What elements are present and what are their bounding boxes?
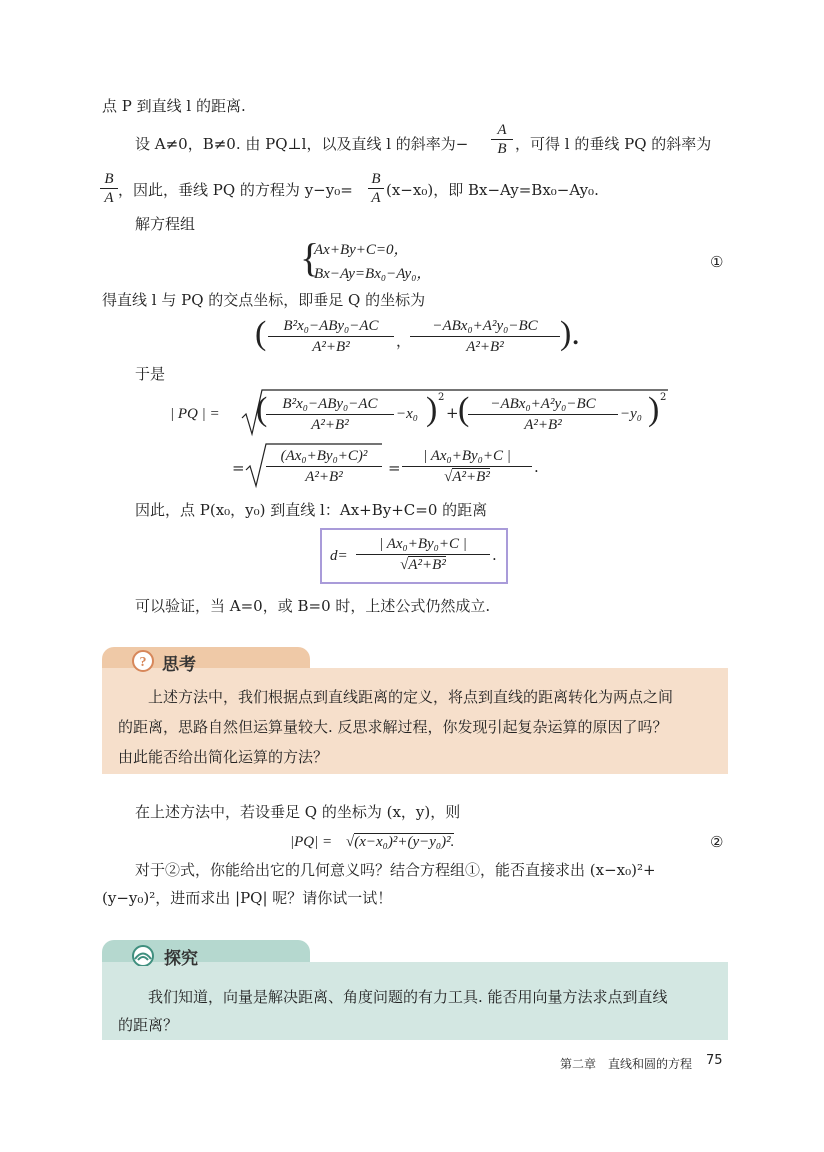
fraction-numerator: −ABx₀+A²y₀−BC — [410, 316, 560, 337]
fraction — [410, 316, 560, 357]
right-paren: ). — [560, 315, 580, 352]
fraction — [266, 446, 382, 487]
brace: { — [300, 235, 320, 280]
radical-glyph: √ — [346, 834, 355, 850]
right-paren: ) — [648, 391, 660, 428]
fraction-numerator: (Ax₀+By₀+C)² — [266, 446, 382, 467]
text-line: ，因此，垂线 PQ 的方程为 y−y₀= — [118, 181, 353, 199]
period: . — [534, 458, 539, 476]
fraction-numerator: −ABx₀+A²y₀−BC — [468, 394, 618, 415]
fraction-denominator: A — [371, 190, 381, 206]
fraction-numerator: A — [491, 121, 513, 140]
fraction-denominator — [402, 467, 532, 487]
fraction-denominator: A²+B² — [311, 417, 349, 433]
text-line: ，可得 l 的垂线 PQ 的斜率为 — [515, 135, 712, 153]
superscript: 2 — [660, 392, 667, 403]
text-line: (y−y₀)²，进而求出 |PQ| 呢？请你试一试！ — [102, 889, 393, 907]
explore-icon — [130, 944, 156, 966]
fraction — [491, 121, 513, 158]
radicand-value: (x−x₀)²+(y−y₀)². — [354, 834, 455, 850]
equals-sign: = — [388, 459, 401, 477]
fraction — [356, 534, 490, 575]
fraction — [368, 170, 384, 207]
think-title: 思考 — [162, 655, 196, 675]
fraction-denominator: A²+B² — [312, 339, 350, 355]
fraction — [100, 170, 118, 207]
fraction-denominator: A²+B² — [305, 469, 343, 485]
fraction-numerator: | Ax₀+By₀+C | — [356, 534, 490, 555]
text-line: 可以验证，当 A=0，或 B=0 时，上述公式仍然成立. — [135, 597, 491, 615]
text-line: (x−x₀)，即 Bx−Ay=Bx₀−Ay₀. — [386, 181, 599, 199]
equation-1: Ax+By+C=0， — [314, 242, 409, 258]
fraction-numerator: B — [100, 170, 118, 189]
pq-label: |PQ| = — [290, 834, 333, 850]
comma: ， — [396, 332, 412, 350]
equation-number: ② — [710, 833, 724, 851]
think-line: 由此能否给出简化运算的方法？ — [118, 748, 329, 766]
period: . — [492, 546, 497, 564]
fraction-denominator: A²+B² — [466, 339, 504, 355]
radical-glyph: √ — [400, 557, 409, 573]
explore-line: 的距离？ — [118, 1016, 179, 1034]
equation-2: Bx−Ay=Bx₀−Ay₀， — [314, 266, 432, 282]
footer-chapter: 第二章 直线和圆的方程 — [560, 1057, 693, 1071]
fraction-denominator: A — [104, 190, 114, 206]
text-line: 点 P 到直线 l 的距离. — [102, 97, 246, 115]
fraction-numerator: B²x₀−ABy₀−AC — [266, 394, 394, 415]
plus-sign: + — [446, 404, 459, 422]
fraction — [268, 316, 394, 357]
d-label: d= — [330, 548, 348, 564]
think-line: 上述方法中，我们根据点到直线距离的定义，将点到直线的距离转化为两点之间 — [148, 688, 674, 706]
term: −x₀ — [396, 406, 418, 422]
equation-number: ① — [710, 253, 724, 271]
radicand — [346, 832, 454, 852]
equals-sign: = — [232, 459, 245, 477]
text-line: 于是 — [135, 365, 166, 383]
fraction-numerator: B — [368, 170, 384, 189]
text-line: 解方程组 — [135, 215, 196, 233]
text-line: 在上述方法中，若设垂足 Q 的坐标为 (x，y)，则 — [135, 803, 461, 821]
fraction — [402, 446, 532, 487]
explore-line: 我们知道，向量是解决距离、角度问题的有力工具. 能否用向量方法求点到直线 — [148, 988, 668, 1006]
think-line: 的距离，思路自然但运算量较大. 反思求解过程，你发现引起复杂运算的原因了吗？ — [118, 718, 668, 736]
text-line: 对于②式，你能给出它的几何意义吗？结合方程组①，能否直接求出 (x−x₀)²+ — [135, 861, 656, 879]
right-paren: ) — [426, 391, 438, 428]
left-paren: ( — [256, 391, 268, 428]
fraction — [266, 394, 394, 435]
question-icon — [132, 650, 154, 672]
fraction-denominator: A²+B² — [524, 417, 562, 433]
explore-title: 探究 — [164, 949, 198, 969]
fraction-numerator: B²x₀−ABy₀−AC — [268, 316, 394, 337]
pq-label: | PQ | = — [170, 406, 220, 422]
fraction-denominator: B — [497, 141, 507, 157]
page-number: 75 — [706, 1053, 723, 1068]
left-paren: ( — [458, 391, 470, 428]
fraction-denominator — [356, 555, 490, 575]
radical-glyph: √ — [444, 469, 453, 485]
text-line: 得直线 l 与 PQ 的交点坐标，即垂足 Q 的坐标为 — [102, 291, 426, 309]
term: −y₀ — [620, 406, 642, 422]
left-paren: ( — [255, 315, 267, 352]
radicand: A²+B² — [452, 469, 490, 485]
text-line: 设 A≠0，B≠0. 由 PQ⊥l，以及直线 l 的斜率为− — [135, 135, 469, 153]
fraction-numerator: | Ax₀+By₀+C | — [402, 446, 532, 467]
radicand: A²+B² — [408, 557, 446, 573]
superscript: 2 — [438, 392, 445, 403]
text-line: 因此，点 P(x₀，y₀) 到直线 l：Ax+By+C=0 的距离 — [135, 501, 488, 519]
svg-text:?: ? — [139, 655, 147, 670]
fraction — [468, 394, 618, 435]
